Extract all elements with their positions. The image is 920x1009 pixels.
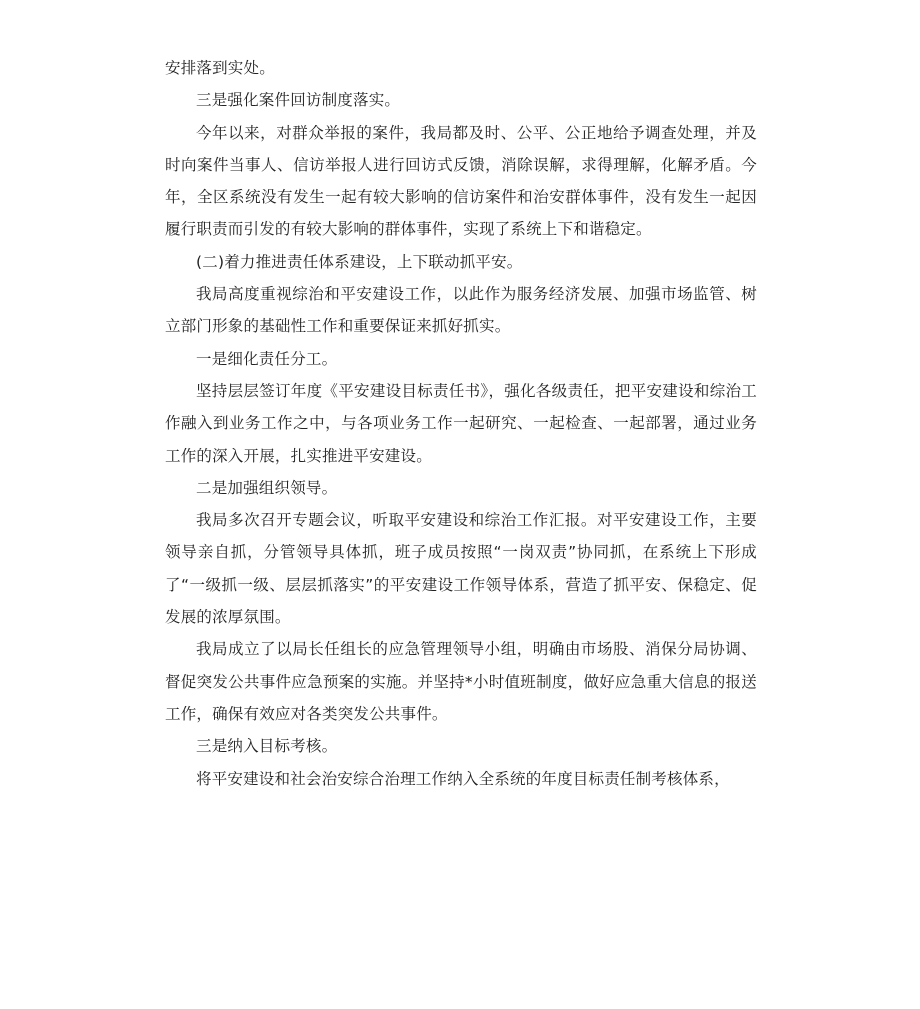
document-body <box>165 52 757 795</box>
paragraph: 三是强化案件回访制度落实。 <box>196 91 401 110</box>
paragraph: 二是加强组织领导。 <box>196 478 338 497</box>
paragraph: 将平安建设和社会治安综合治理工作纳入全系统的年度目标责任制考核体系， <box>196 769 730 788</box>
paragraph: 我局成立了以局长任组长的应急管理领导小组，明确由市场股、消保分局协调、督促突发公共事件应急预案的实施。并坚持*小时值班制度，做好应急重大信息的报送工作，确保有效应对各类突发公共事件。 <box>165 640 757 723</box>
paragraph: 今年以来，对群众举报的案件，我局都及时、公平、公正地给予调查处理，并及时向案件当事人、信访举报人进行回访式反馈，消除误解，求得理解，化解矛盾。今年，全区系统没有发生一起有较大影响的信访案件和治安群体事件，没有发生一起因履行职责而引发的有较大影响的群体事件，实现了系统上下和谐稳定。 <box>165 123 757 239</box>
paragraph: 一是细化责任分工。 <box>196 349 338 368</box>
paragraph: 安排落到实处。 <box>165 59 275 77</box>
paragraph: 我局多次召开专题会议，听取平安建设和综治工作汇报。对平安建设工作，主要领导亲自抓，分管领导具体抓，班子成员按照“一岗双责”协同抓，在系统上下形成了“一级抓一级、层层抓落实”的平安建设工作领导体系，营造了抓平安、保稳定、促发展的浓厚氛围。 <box>165 511 757 627</box>
paragraph: 坚持层层签订年度《平安建设目标责任书》，强化各级责任，把平安建设和综治工作融入到业务工作之中，与各项业务工作一起研究、一起检查、一起部署，通过业务工作的深入开展，扎实推进平安建设。 <box>165 381 757 465</box>
paragraph: 我局高度重视综治和平安建设工作，以此作为服务经济发展、加强市场监管、树立部门形象的基础性工作和重要保证来抓好抓实。 <box>165 285 757 336</box>
paragraph: 三是纳入目标考核。 <box>196 737 338 756</box>
section-heading: (二)着力推进责任体系建设，上下联动抓平安。 <box>196 252 523 271</box>
